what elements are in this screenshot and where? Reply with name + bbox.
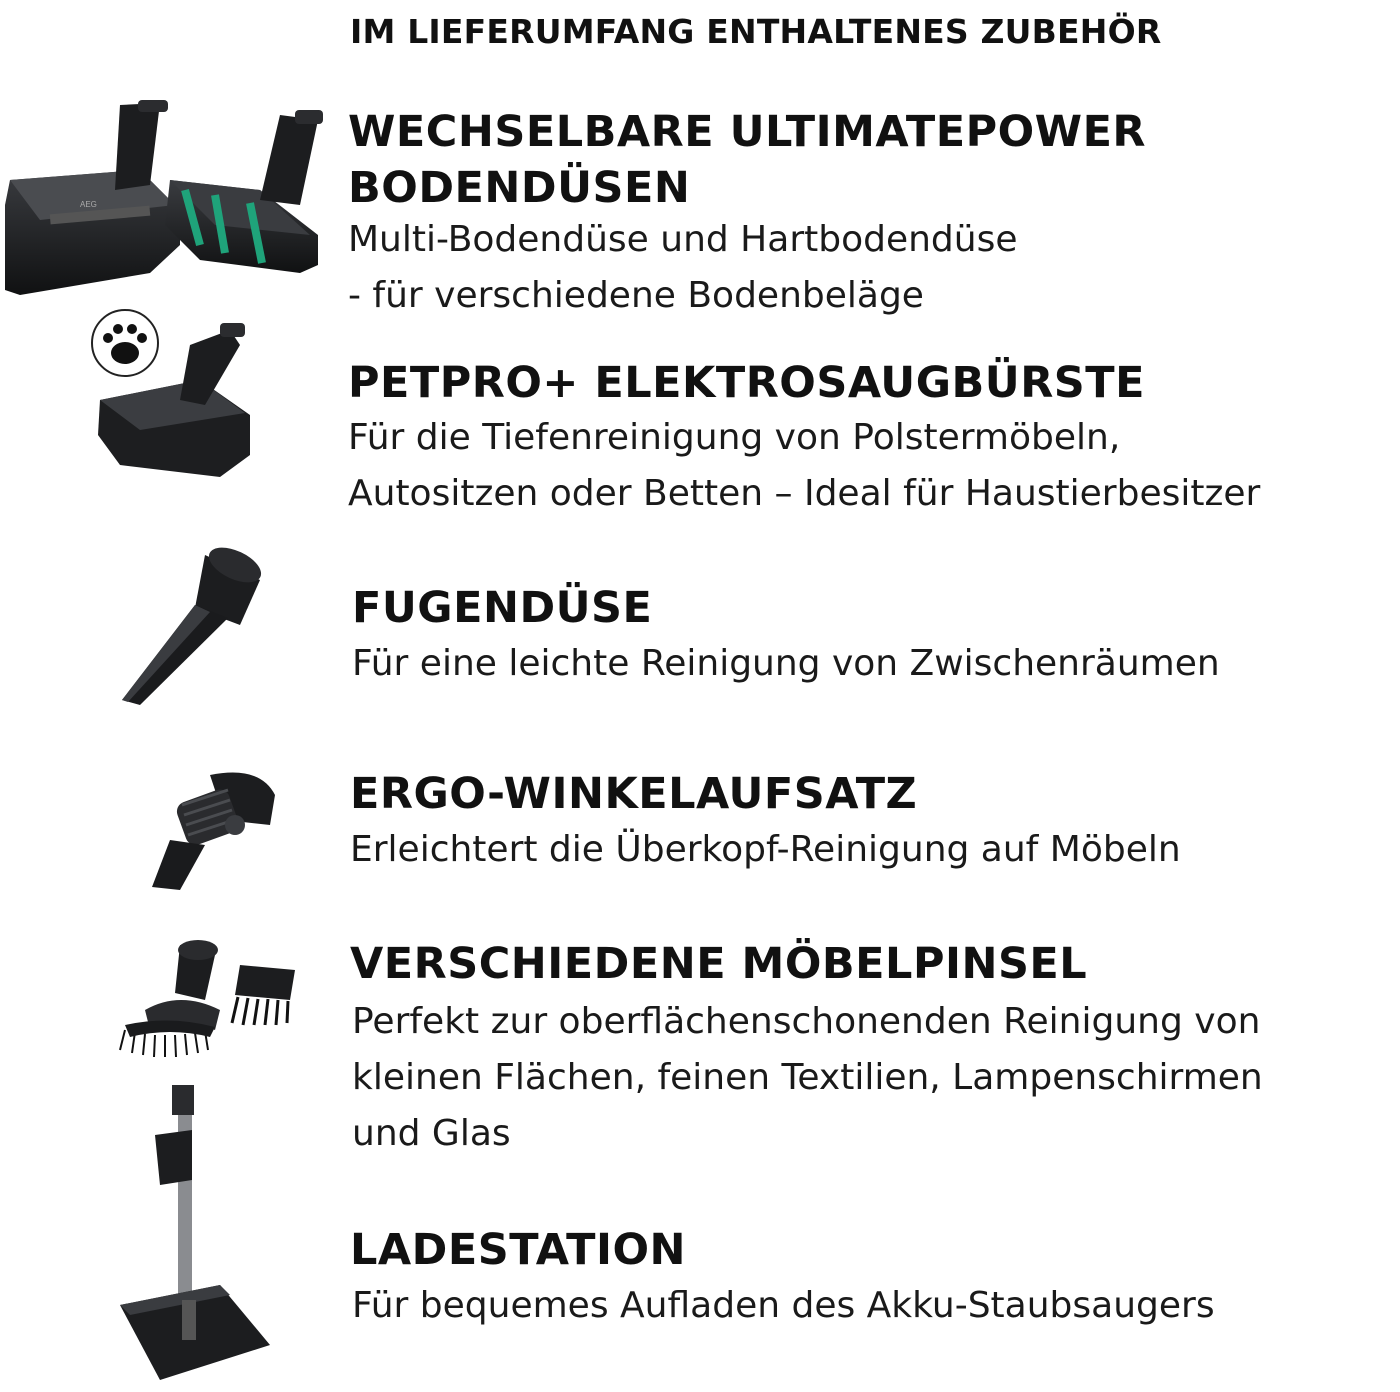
crevice-tool-title: FUGENDÜSE bbox=[352, 583, 653, 633]
pet-brush-desc: Für die Tiefenreinigung von Polstermöbeln, Autositzen oder Betten – Ideal für Haustierbesitzer bbox=[348, 417, 1261, 514]
charging-station-desc: Für bequemes Aufladen des Akku-Staubsaugers bbox=[352, 1285, 1215, 1326]
floor-nozzles-icon bbox=[0, 95, 330, 295]
svg-text:AEG: AEG bbox=[80, 200, 97, 209]
crevice-tool-icon bbox=[110, 540, 280, 715]
page-header: IM LIEFERUMFANG ENTHALTENES ZUBEHÖR bbox=[350, 12, 1162, 51]
angle-adapter-desc: Erleichtert die Überkopf-Reinigung auf Möbeln bbox=[350, 829, 1181, 870]
floor-nozzles-desc: Multi-Bodendüse und Hartbodendüse - für verschiedene Bodenbeläge bbox=[348, 219, 1018, 316]
pet-brush-icon bbox=[80, 305, 270, 495]
pet-brush-title: PETPRO+ ELEKTROSAUGBÜRSTE bbox=[348, 358, 1145, 408]
furniture-brushes-icon bbox=[110, 935, 310, 1065]
crevice-tool-desc: Für eine leichte Reinigung von Zwischenräumen bbox=[352, 643, 1220, 684]
charging-station-icon bbox=[100, 1080, 280, 1385]
angle-adapter-title: ERGO-WINKELAUFSATZ bbox=[350, 769, 918, 819]
angle-adapter-icon bbox=[140, 765, 290, 900]
floor-nozzles-title: WECHSELBARE ULTIMATEPOWER BODENDÜSEN bbox=[348, 107, 1147, 213]
charging-station-title: LADESTATION bbox=[350, 1225, 687, 1275]
furniture-brushes-title: VERSCHIEDENE MÖBELPINSEL bbox=[350, 939, 1088, 989]
furniture-brushes-desc: Perfekt zur oberflächenschonenden Reinigung von kleinen Flächen, feinen Textilien, Lampenschirmen und Glas bbox=[352, 1001, 1263, 1154]
